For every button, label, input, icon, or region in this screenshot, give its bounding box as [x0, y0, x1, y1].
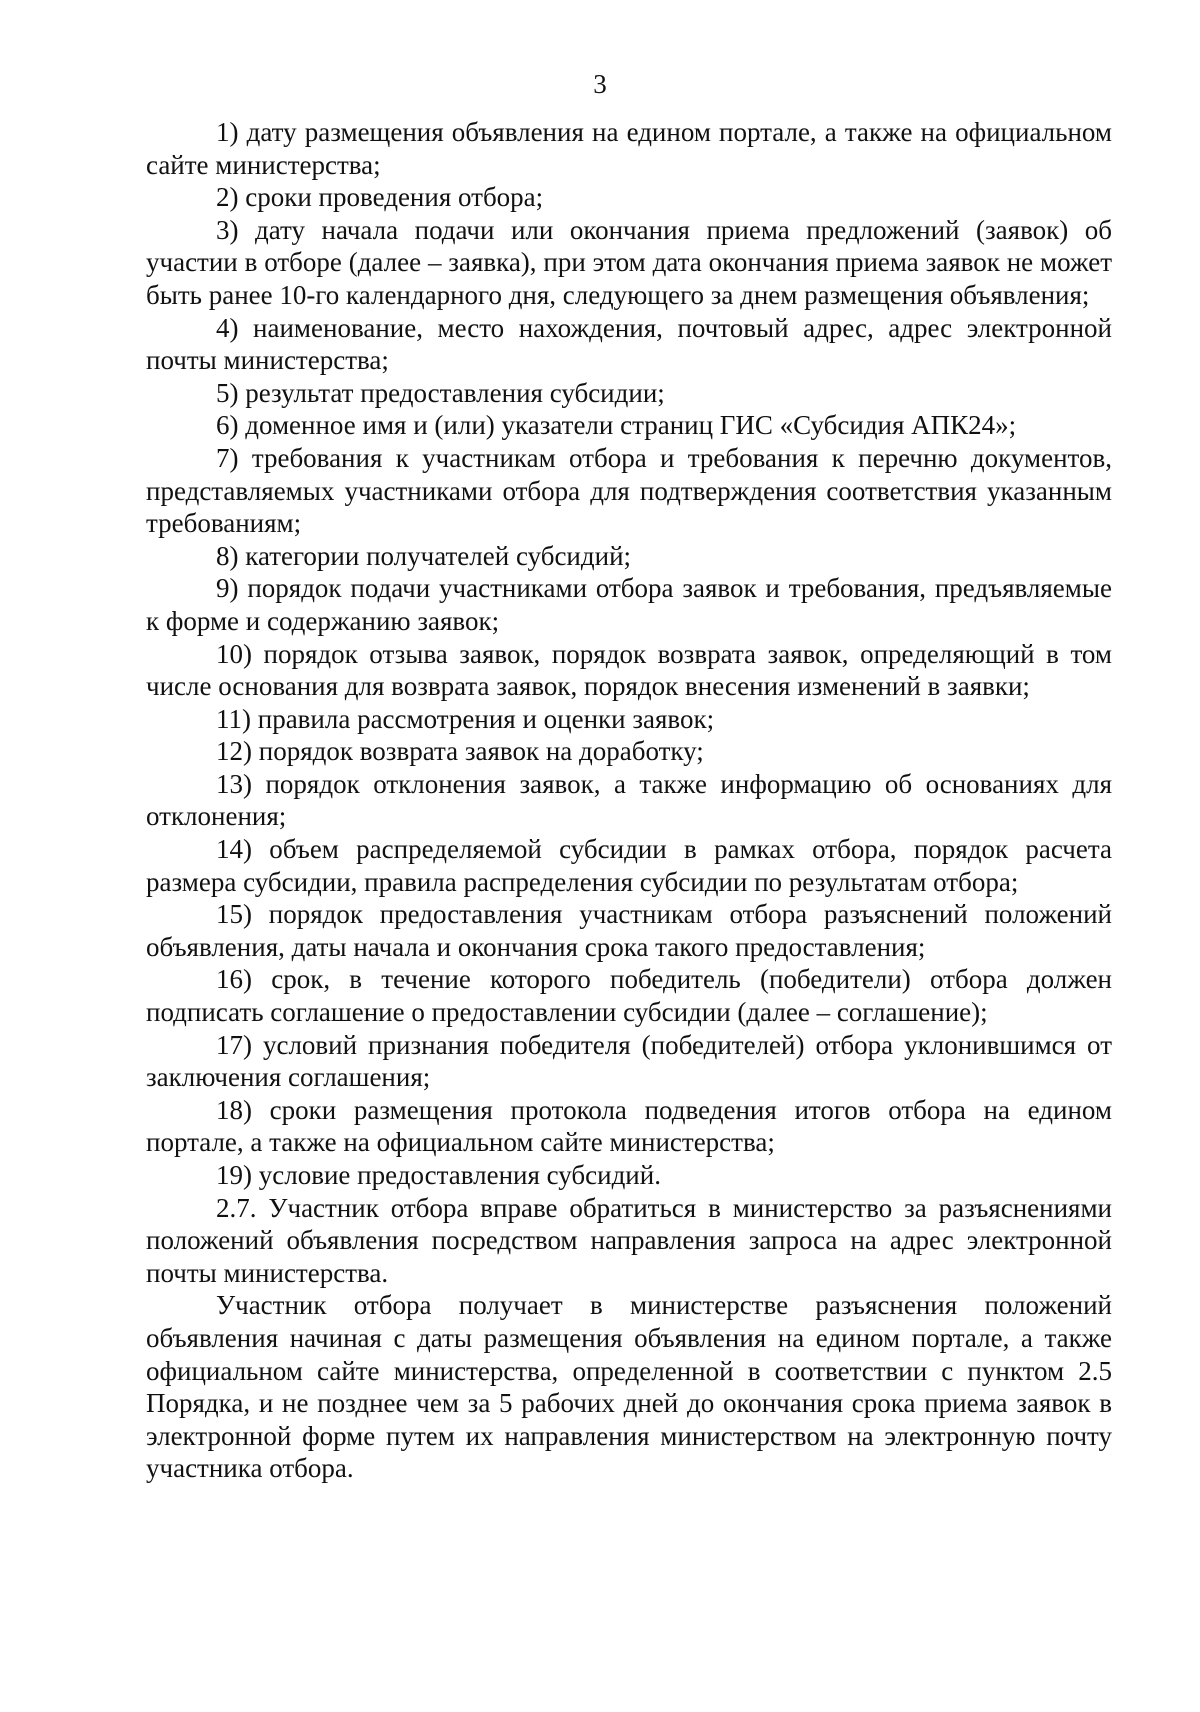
list-item-19: 19) условие предоставления субсидий. — [216, 1160, 661, 1190]
list-item-8: 8) категории получателей субсидий; — [216, 540, 632, 571]
document-body — [146, 116, 1112, 1485]
list-item-12: 12) порядок возврата заявок на доработку; — [216, 736, 704, 767]
list-item-17: 17) условий признания победителя (победителей) отбора уклонившимся от заключения соглашения; — [146, 1029, 1112, 1093]
list-item-14: 14) объем распределяемой субсидии в рамках отбора, порядок расчета размера субсидии, правила распределения субсидии по результатам отбора; — [146, 834, 1112, 897]
list-item-1: 1) дату размещения объявления на едином портале, а также на официальном сайте министерства; — [146, 117, 1112, 180]
list-item-3: 3) дату начала подачи или окончания приема предложений (заявок) об участии в отборе (далее – заявка), при этом дата окончания приема заявок не может быть ранее 10-го календарного дня, следующего за днем размещения объявления; — [146, 214, 1112, 310]
page-number: 3 — [593, 69, 607, 99]
list-item-10: 10) порядок отзыва заявок, порядок возврата заявок, определяющий в том числе основания для возврата заявок, порядок внесения изменений в заявки; — [146, 638, 1112, 702]
section-2-7-paragraph: 2.7. Участник отбора вправе обратиться в министерство за разъяснениями положений объявления посредством направления запроса на адрес электронной почты министерства. — [146, 1192, 1112, 1288]
list-item-6: 6) доменное имя и (или) указатели страниц ГИС «Субсидия АПК24»; — [216, 410, 1017, 441]
list-item-7: 7) требования к участникам отбора и требования к перечню документов, представляемых участниками отбора для подтверждения соответствия указанным требованиям; — [146, 442, 1112, 539]
list-item-11: 11) правила рассмотрения и оценки заявок; — [216, 703, 715, 734]
list-item-18: 18) сроки размещения протокола подведения итогов отбора на едином портале, а также на официальном сайте министерства; — [146, 1094, 1112, 1158]
list-item-5: 5) результат предоставления субсидии; — [216, 377, 665, 408]
list-item-9: 9) порядок подачи участниками отбора заявок и требования, предъявляемые к форме и содержанию заявок; — [146, 573, 1112, 636]
list-item-16: 16) срок, в течение которого победитель (победители) отбора должен подписать соглашение о предоставлении субсидии (далее – соглашение); — [146, 964, 1112, 1028]
list-item-2: 2) сроки проведения отбора; — [216, 182, 544, 213]
clarification-paragraph: Участник отбора получает в министерстве разъяснения положений объявления начиная с даты размещения объявления на едином портале, а также официальном сайте министерства, определенной в соответствии с пунктом 2.5 Порядка, и не позднее чем за 5 рабочих дней до окончания срока приема заявок в электронной форме путем их направления министерством на электронную почту участника отбора. — [146, 1290, 1112, 1484]
list-item-13: 13) порядок отклонения заявок, а также информацию об основаниях для отклонения; — [146, 768, 1112, 832]
list-item-15: 15) порядок предоставления участникам отбора разъяснений положений объявления, даты начала и окончания срока такого предоставления; — [146, 899, 1112, 962]
list-item-4: 4) наименование, место нахождения, почтовый адрес, адрес электронной почты министерства; — [146, 312, 1112, 376]
